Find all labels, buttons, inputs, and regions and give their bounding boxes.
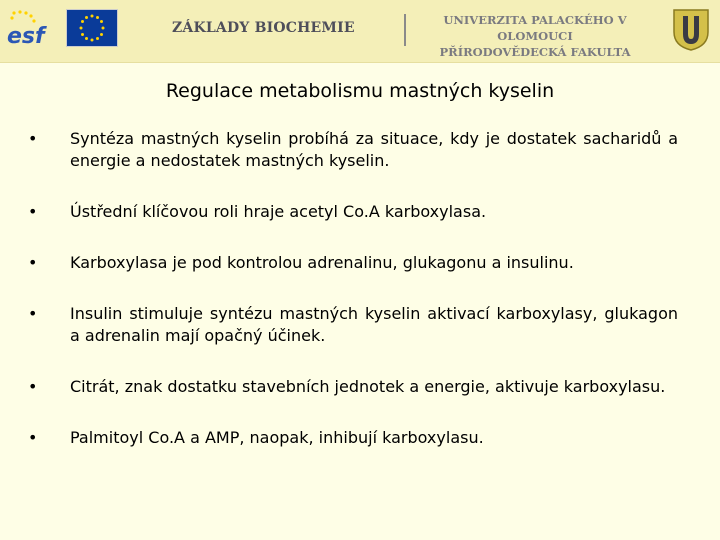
esf-logo [6,9,54,49]
course-title: ZÁKLADY BIOCHEMIE [172,20,355,36]
bullet-item: • Syntéza mastných kyselin probíhá za situace, kdy je dostatek sacharidů a energie a nedostatek mastných kyselin. [28,128,678,172]
bullet-item: • Citrát, znak dostatku stavebních jednotek a energie, aktivuje karboxylasu. [28,376,678,398]
bullet-item: • Ústřední klíčovou roli hraje acetyl Co.A karboxylasa. [28,201,678,223]
bullet-list [28,128,678,449]
eu-stars-icon [67,10,117,46]
header-divider [404,14,406,46]
esf-logo-text: esf [7,24,45,49]
bullet-item: • Karboxylasa je pod kontrolou adrenalinu, glukagonu a insulinu. [28,252,678,274]
header-bar [0,0,720,63]
slide-title: Regulace metabolismu mastných kyselin [165,80,555,102]
university-name-line1: UNIVERZITA PALACKÉHO V OLOMOUCI [443,13,627,43]
university-name [410,12,660,60]
university-seal-icon [670,6,712,52]
bullet-item: • Insulin stimuluje syntézu mastných kyselin aktivací karboxylasy, glukagon a adrenalin mají opačný účinek. [28,303,678,347]
bullet-item: • Palmitoyl Co.A a AMP, naopak, inhibují karboxylasu. [28,427,678,449]
university-name-line2: PŘÍRODOVĚDECKÁ FAKULTA [439,45,631,59]
eu-flag-logo [66,9,118,47]
